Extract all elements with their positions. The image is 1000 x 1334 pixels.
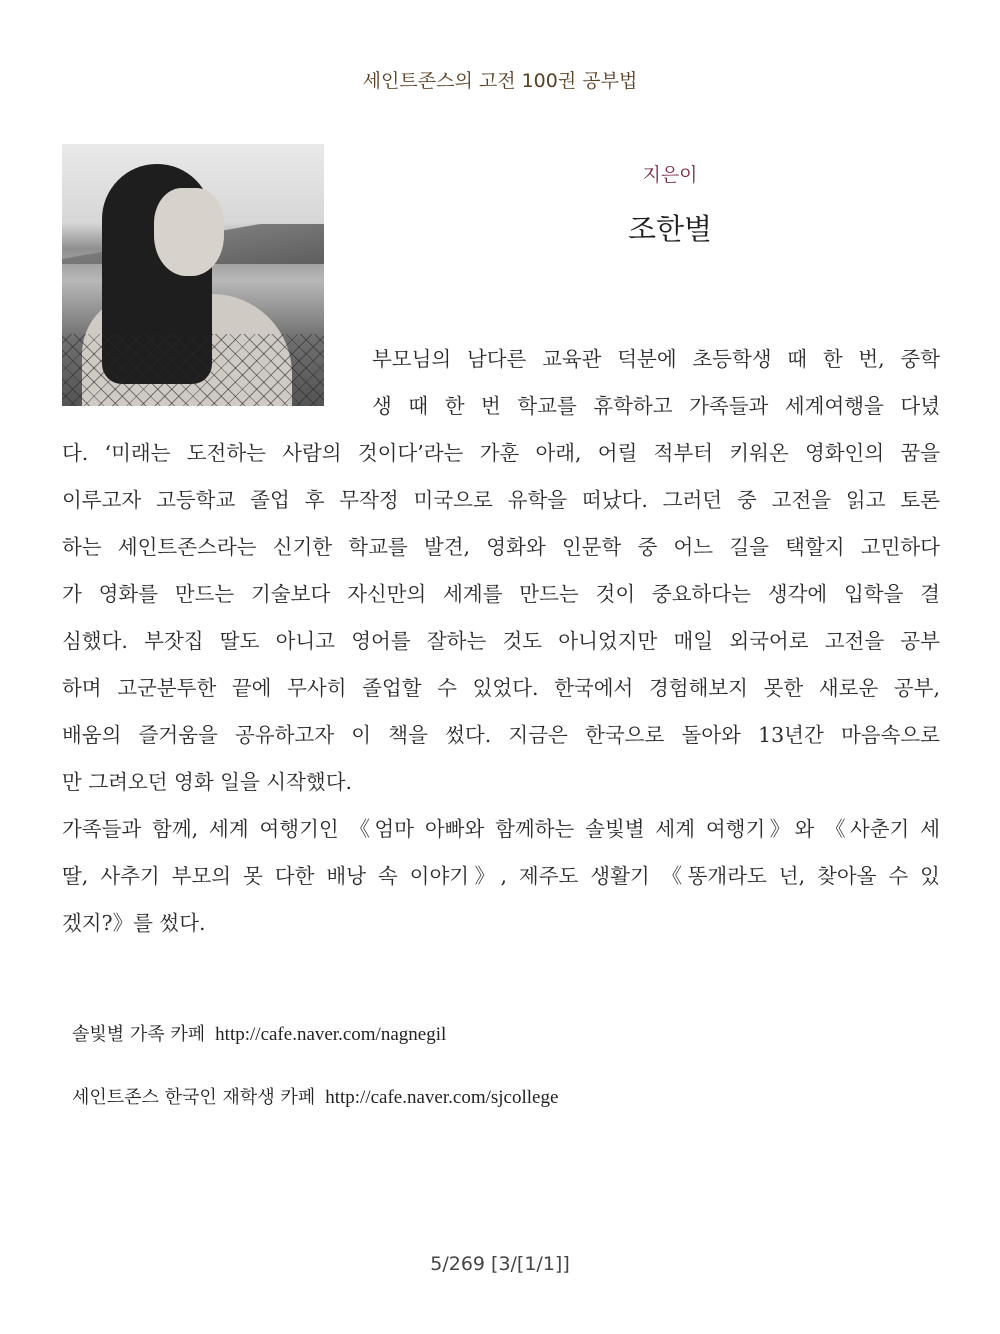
cafe-link-url[interactable]: http://cafe.naver.com/sjcollege [325, 1087, 559, 1108]
bio-line: 다. ‘미래는 도전하는 사람의 것이다’라는 가훈 아래, 어릴 적부터 키워온 영화인의 꿈을 [62, 441, 940, 465]
author-name: 조한별 [627, 212, 713, 246]
bio-line: 만 그려오던 영화 일을 시작했다. [62, 770, 353, 794]
bio-line: 딸, 사추기 부모의 못 다한 배낭 속 이야기》, 제주도 생활기 《똥개라도 넌, 찾아올 수 있 [62, 864, 940, 888]
bio-line: 배움의 즐거움을 공유하고자 이 책을 썼다. 지금은 한국으로 돌아와 13년간 마음속으로 [62, 723, 940, 747]
bio-line: 이루고자 고등학교 졸업 후 무작정 미국으로 유학을 떠났다. 그러던 중 고전을 읽고 토론 [62, 488, 940, 512]
running-title: 세인트존스의 고전 100권 공부법 [362, 70, 638, 92]
cafe-link-url[interactable]: http://cafe.naver.com/nagnegil [215, 1024, 447, 1045]
bio-line: 겠지?》를 썼다. [62, 911, 206, 935]
bio-line: 하며 고군분투한 끝에 무사히 졸업할 수 있었다. 한국에서 경험해보지 못한 새로운 공부, [62, 676, 940, 700]
bio-line: 가족들과 함께, 세계 여행기인 《엄마 아빠와 함께하는 솔빛별 세계 여행기》와 《사춘기 세 [62, 817, 940, 841]
page-indicator: 5/269 [3/[1/1]] [430, 1253, 570, 1275]
photo-figure-face [154, 188, 224, 276]
cafe-link-row [72, 1020, 446, 1046]
cafe-link-label: 솔빛별 가족 카페 [72, 1024, 206, 1045]
photo-fence [62, 334, 324, 406]
bio-line: 부모님의 남다른 교육관 덕분에 초등학생 때 한 번, 중학 [372, 347, 940, 371]
cafe-link-row [72, 1083, 558, 1109]
cafe-link-label: 세인트존스 한국인 재학생 카페 [72, 1087, 316, 1108]
author-photo [62, 144, 324, 406]
bio-line: 심했다. 부잣집 딸도 아니고 영어를 잘하는 것도 아니었지만 매일 외국어로 고전을 공부 [62, 629, 940, 653]
author-label: 지은이 [642, 164, 698, 186]
bio-line: 하는 세인트존스라는 신기한 학교를 발견, 영화와 인문학 중 어느 길을 택할지 고민하다 [62, 535, 940, 559]
bio-line: 가 영화를 만드는 기술보다 자신만의 세계를 만드는 것이 중요하다는 생각에 입학을 결 [62, 582, 940, 606]
bio-line: 생 때 한 번 학교를 휴학하고 가족들과 세계여행을 다녔 [372, 394, 940, 418]
